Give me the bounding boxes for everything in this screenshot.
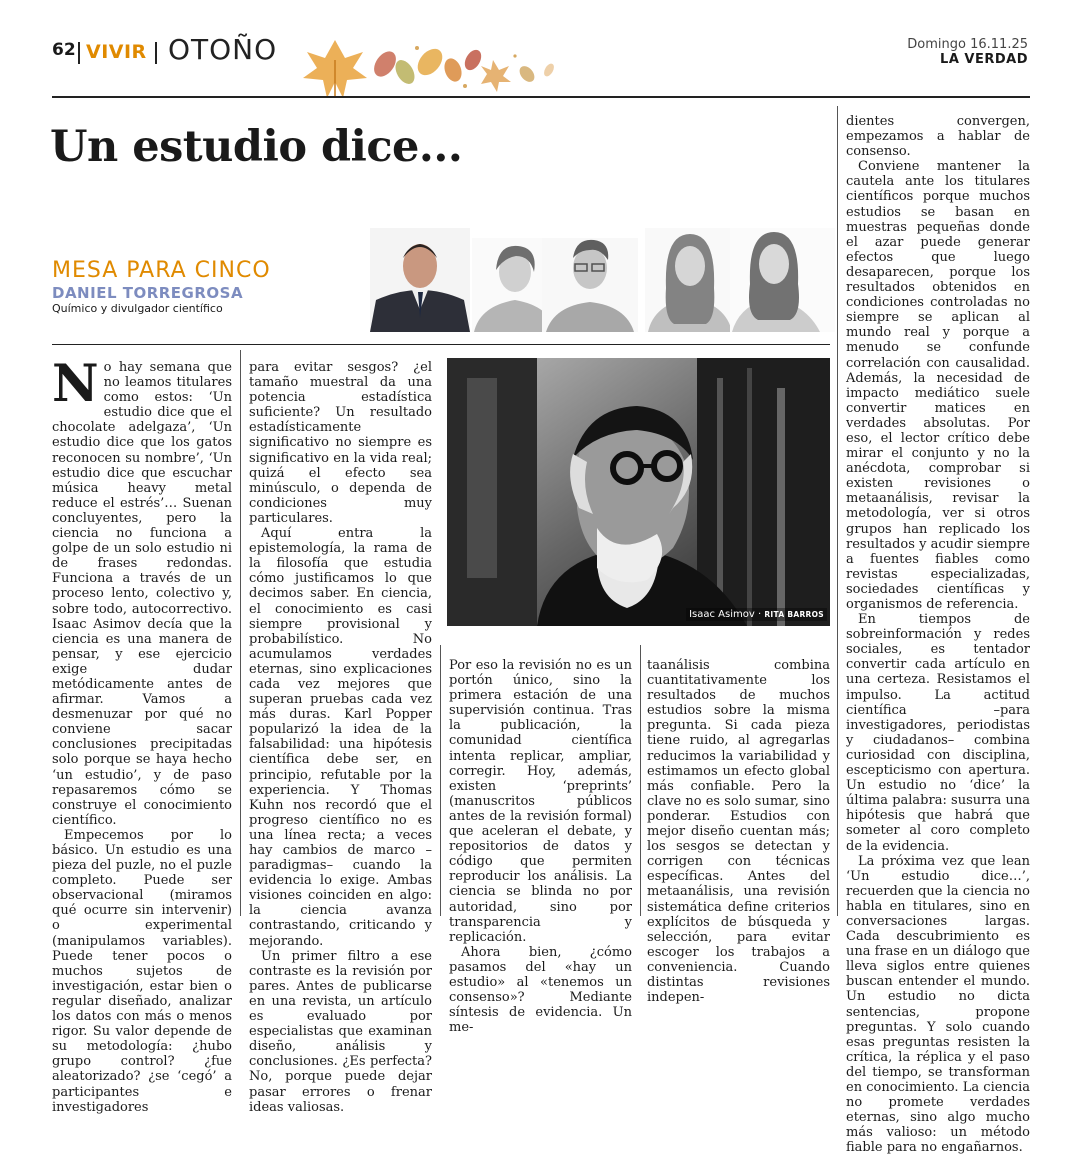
header-divider (155, 42, 157, 64)
drop-cap: N (52, 354, 99, 414)
portrait-photo-image (447, 358, 830, 626)
article-column-4 (647, 658, 830, 1005)
paragraph: taanálisis combina cuantitativamente los resultados de muchos estudios sobre la misma pregunta. Si cada pieza tiene ruido, al agregarlas reducimos la variabilidad y estimamos un efecto global más confiable. Pero la clave no es solo sumar, sino ponderar. Estudios con mejor diseño cuentan más; los sesgos se detectan y corrigen con técnicas específicas. Antes del metaanálisis, una revisión sistemática define criterios explícitos de búsqueda y selección, para evitar escoger los trabajos a conveniencia. Cuando distintas revisiones indepen- (647, 658, 831, 1006)
paragraph: Aquí entra la epistemología, la rama de la filosofía que estudia cómo justificamos lo que decimos saber. En ciencia, el conocimiento es casi siempre provisional y probabilístico. No acumulamos verdades eternas, sino explicaciones cada vez mejores que superan pruebas cada vez más duras. Karl Popper popularizó la idea de la falsabilidad: una hipótesis científica debe ser, en principio, refutable por la experiencia. Y Thomas Kuhn nos recordó que el progreso científico no es una línea recta; a veces hay cambios de marco –paradigmas– cuando la evidencia lo exige. Ambas visiones coinciden en algo: la ciencia avanza contrastando, criticando y mejorando. (249, 526, 432, 949)
paragraph: Un primer filtro a ese contraste es la revisión por pares. Antes de publicarse en una revista, un artículo es evaluado por especialistas que examinan diseño, análisis y conclusiones. ¿Es perfecta? No, porque puede dejar pasar errores o frenar ideas valiosas. (249, 948, 432, 1115)
section-label: VIVIR (86, 41, 147, 63)
paragraph: para evitar sesgos? ¿el tamaño muestral da una potencia estadística suficiente? Un resultado estadísticamente significativo no siempre es significativo en la vida real; quizá el efecto sea minúsculo, o dependa de condiciones muy particulares. (249, 360, 432, 526)
article-column-1 (52, 354, 232, 1115)
article-column-2 (249, 360, 432, 1115)
paragraph: Empecemos por lo básico. Un estudio es una pieza del puzle, no el puzle completo. Puede ser observacional (miramos qué ocurre sin intervenir) o experimental (manipulamos variables). Puede tener pocos o muchos sujetos de investigación, estar bien o regular diseñado, analizar los datos con más o menos rigor. Su valor depende de su metodología: ¿hubo grupo control? ¿fue aleatorizado? ¿se ‘cegó’ a participantes e investigadores (52, 827, 232, 1115)
column-divider (640, 645, 641, 916)
page-number: 62 (52, 40, 76, 60)
article-photo (447, 358, 830, 626)
author-role: Químico y divulgador científico (52, 302, 223, 315)
paragraph: La próxima vez que lean ‘Un estudio dice…’, recuerden que la ciencia no habla en titulares, sino en conversaciones largas. Cada descubrimiento es una frase en un diálogo que lleva siglos entre quienes buscan entender el mundo. Un estudio no dicta sentencias, propone preguntas. Y solo cuando esas preguntas resisten la crítica, la réplica y el paso del tiempo, se transforman en conocimiento. La ciencia no promete verdades eternas, sino algo mucho más valioso: un método fiable para no engañarnos. (846, 853, 1030, 1155)
autumn-leaves-icon (305, 30, 565, 100)
article-column-3 (449, 658, 632, 1035)
column-divider (440, 645, 441, 916)
article-rule (52, 344, 830, 345)
subsection-label: OTOÑO (168, 33, 278, 66)
paragraph: Ahora bien, ¿cómo pasamos del «hay un estudio» al «tenemos un consenso»? Mediante síntesis de evidencia. Un me- (449, 944, 632, 1036)
author-portraits (370, 228, 835, 332)
column-name: MESA PARA CINCO (52, 258, 271, 283)
article-column-5 (846, 114, 1030, 1155)
publication-date: Domingo 16.11.25 (907, 37, 1028, 52)
portrait-author (370, 228, 470, 332)
column-divider (837, 106, 838, 916)
column-divider (240, 350, 241, 916)
paragraph: dientes convergen, empezamos a hablar de consenso. (846, 114, 1030, 160)
paragraph: No hay semana que no leamos titulares como estos: ‘Un estudio dice que el chocolate adelgaza’, ‘Un estudio dice que los gatos reconocen su nombre’, ‘Un estudio dice que escuchar música heavy metal reduce el estrés’… Suenan concluyentes, pero la ciencia no funciona a golpe de un solo estudio ni de frases redondas. Funciona a través de un proceso lento, colectivo y, sobre todo, autocorrectivo. Isaac Asimov decía que la ciencia es una manera de pensar, y ese ejercicio exige dudar metódicamente antes de afirmar. Vamos a desmenuzar por qué no conviene sacar conclusiones precipitadas solo porque se haya hecho ‘un estudio’, y de paso repasaremos cómo se construye el conocimiento científico. (52, 354, 232, 828)
newspaper-name: LA VERDAD (940, 52, 1028, 67)
header-rule (52, 96, 1030, 98)
author-name: DANIEL TORREGROSA (52, 284, 244, 302)
photo-credit: RITA BARROS (764, 610, 824, 619)
paragraph: En tiempos de sobreinformación y redes sociales, es tentador convertir cada artículo en una certeza. Resistamos el impulso. La actitud científica –para investigadores, periodistas y ciudadanos– combina curiosidad con disciplina, escepticismo con apertura. Un estudio no ‘dice’ la última palabra: susurra una hipótesis que habrá que someter al coro completo de la evidencia. (846, 612, 1030, 854)
headline: Un estudio dice... (50, 122, 463, 172)
header-divider (78, 42, 80, 64)
paragraph: Conviene mantener la cautela ante los titulares científicos porque muchos estudios se basan en muestras pequeñas donde el azar puede generar efectos que luego desaparecen, porque los resultados obtenidos en condiciones controladas no siempre se aplican al mundo real y porque a menudo se confunde correlación con causalidad. Además, la necesidad de impacto mediático suele convertir matices en verdades absolutas. Por eso, el lector crítico debe mirar el conjunto y no la anécdota, comprobar si existen revisiones o metaanálisis, revisar la metodología, ver si otros grupos han replicado los resultados y acudir siempre a fuentes fiables como revistas especializadas, sociedades científicas y organismos de referencia. (846, 159, 1030, 612)
photo-caption: Isaac Asimov · RITA BARROS (686, 608, 827, 621)
paragraph: Por eso la revisión no es un portón único, sino la primera estación de una supervisión continua. Tras la publicación, la comunidad científica intenta replicar, ampliar, corregir. Hoy, además, existen ‘preprints’ (manuscritos públicos antes de la revisión formal) que aceleran el debate, y repositorios de datos y código que permiten reproducir los análisis. La ciencia se blinda no por autoridad, sino por transparencia y replicación. (449, 658, 632, 945)
